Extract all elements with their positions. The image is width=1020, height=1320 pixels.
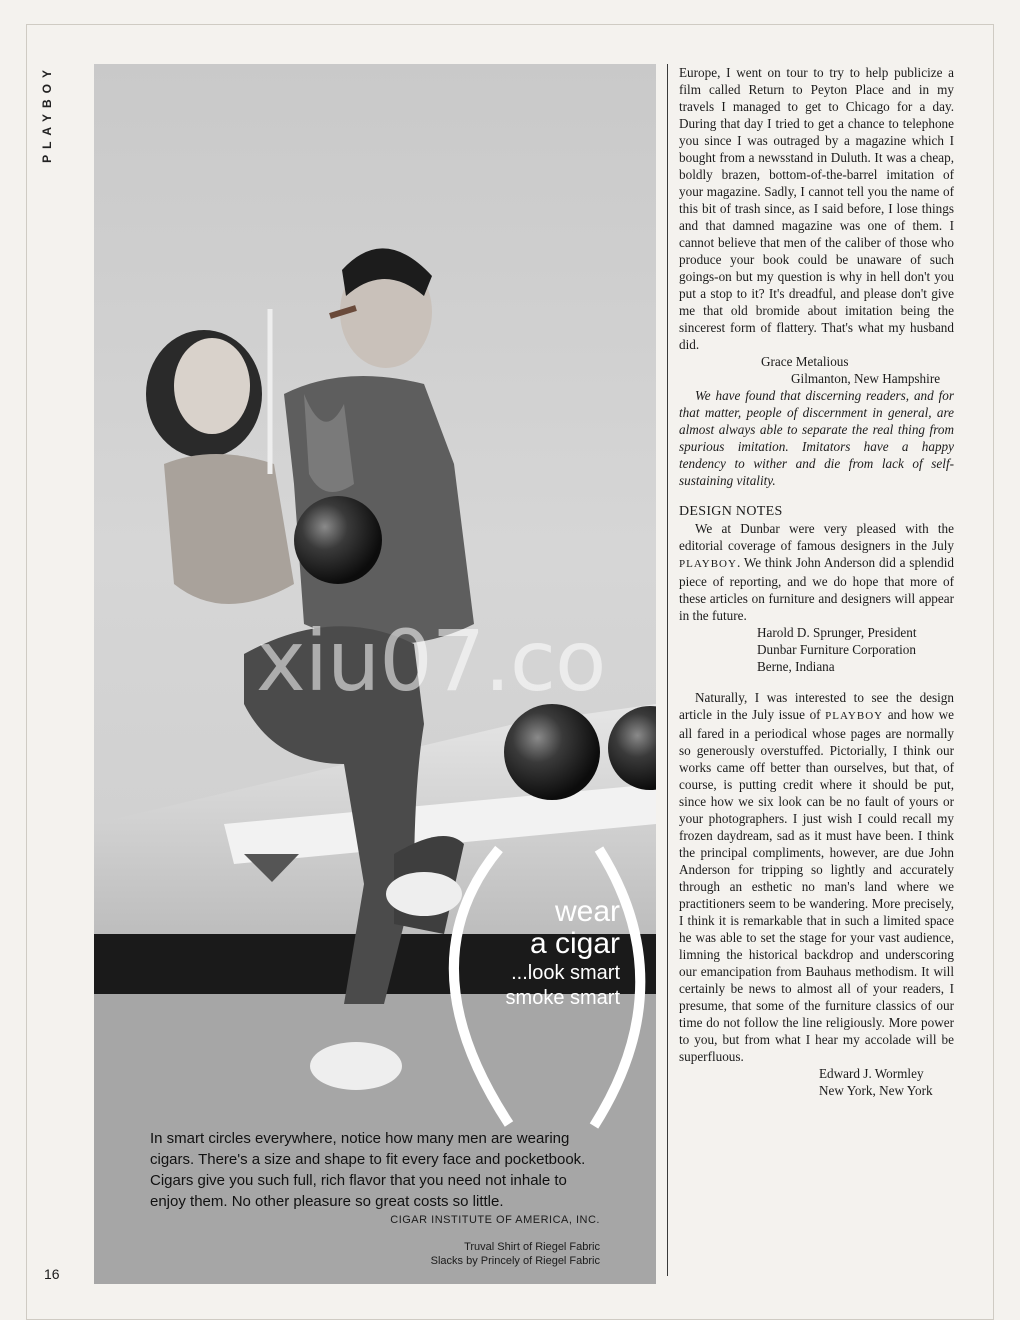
ad-slogan — [506, 896, 620, 1010]
letters-column — [679, 64, 954, 1099]
slogan-line-3: ...look smart — [511, 962, 620, 984]
page-number: 16 — [44, 1266, 60, 1282]
credit-shirt: Truval Shirt of Riegel Fabric — [464, 1241, 600, 1253]
watermark: xiu07.co — [256, 612, 606, 710]
letter-metalious: Europe, I went on tour to try to help publicize a film called Return to Peyton Place and in my travels I managed to get to Chicago for a day. During that day I tried to get a chance to telephone you since I was outraged by a magazine which I bought from a newsstand in Duluth. It was a cheap, boldly brazen, bottom-of-the-barrel imitation of your magazine. Sadly, I cannot tell you the name of this bit of trash since, as I said before, I lose things and that damned magazine was one of them. I cannot believe that men of the caliber of those who produce your book could be unaware of such goings-on but my question is why in hell don't you put a stop to it? It's dreadful, and please don't give me that old bromide about imitation being the sincerest form of flattery. That's what my husband did. — [679, 65, 954, 352]
section-heading: DESIGN NOTES — [679, 504, 783, 519]
credit-slacks: Slacks by Princely of Riegel Fabric — [430, 1255, 600, 1267]
letter-wormley-part-2: and how we all fared in a periodical whose pages are normally so generously overstuffed. Pictorially, I think our works came off better than ourselves, but that, of course, is putting credit where it should be put, since how we six look can be no fault of yours or your photographers. I just wish I could recall my frozen daydream, sad as it must have been. I think the principal compliments, however, are due John Anderson for tripping so lightly and accurately through an esthetic no man's land where we practitioners seem to be wandering. More precisely, I think it is remarkable that in such a limited space he was able to set the stage for your vast audience, limning the historical backdrop and underscoring our emancipation from Bauhaus methodism. It will certainly be news to almost all of your readers, I presume, that some of the furniture classics of our time do not follow the line religiously. More power to you, but from what I hear my accolade will be superfluous. — [679, 707, 954, 1064]
signature-name: Grace Metalious — [761, 354, 849, 369]
editor-reply: We have found that discerning readers, and for that matter, people of discernment in general, are almost always able to separate the real thing from spurious imitation. Imitators have a happy tendency to wither and die from lack of self-sustaining vitality. — [679, 388, 954, 488]
playboy-smallcaps-2: PLAYBOY — [825, 710, 884, 722]
letter-dunbar-part-2: . We think John Anderson did a splendid piece of reporting, and we do hope that more of these articles on furniture and designers will appear in the future. — [679, 555, 954, 623]
ad-credits — [431, 1240, 600, 1268]
ad-body-copy: In smart circles everywhere, notice how many men are wearing cigars. There's a size and shape to fit every face and pocketbook. Cigars give you such full, rich flavor that you need not inhale to enjoy them. No other pleasure so great costs so little. — [150, 1130, 586, 1210]
signature-wormley: Edward J. Wormley — [819, 1066, 924, 1081]
column-divider — [667, 64, 668, 1276]
letter-dunbar — [679, 520, 954, 624]
letter-wormley-part-1: Naturally, I was interested to see the design article in the July issue of — [679, 690, 954, 722]
letter-wormley — [679, 689, 954, 1065]
signature-sprunger: Harold D. Sprunger, President — [757, 625, 917, 640]
bowling-ball-icon — [504, 704, 600, 800]
slogan-line-2: a cigar — [529, 927, 620, 960]
cigar-advertisement — [94, 64, 656, 1284]
signature-dunbar: Dunbar Furniture Corporation — [757, 642, 916, 657]
signature-newyork: New York, New York — [819, 1083, 933, 1098]
slogan-line-4: smoke smart — [505, 987, 620, 1009]
ad-sponsor: CIGAR INSTITUTE OF AMERICA, INC. — [390, 1214, 600, 1226]
running-head: PLAYBOY — [40, 64, 54, 163]
signature-place: Gilmanton, New Hampshire — [791, 371, 941, 386]
signature-berne: Berne, Indiana — [757, 659, 835, 674]
letter-dunbar-part-1: We at Dunbar were very pleased with the editorial coverage of famous designers in the July — [679, 521, 954, 553]
ad-photo — [94, 64, 656, 1284]
playboy-smallcaps: PLAYBOY — [679, 558, 737, 570]
slogan-line-1: wear — [554, 895, 620, 928]
paragraph-gap — [679, 675, 954, 689]
